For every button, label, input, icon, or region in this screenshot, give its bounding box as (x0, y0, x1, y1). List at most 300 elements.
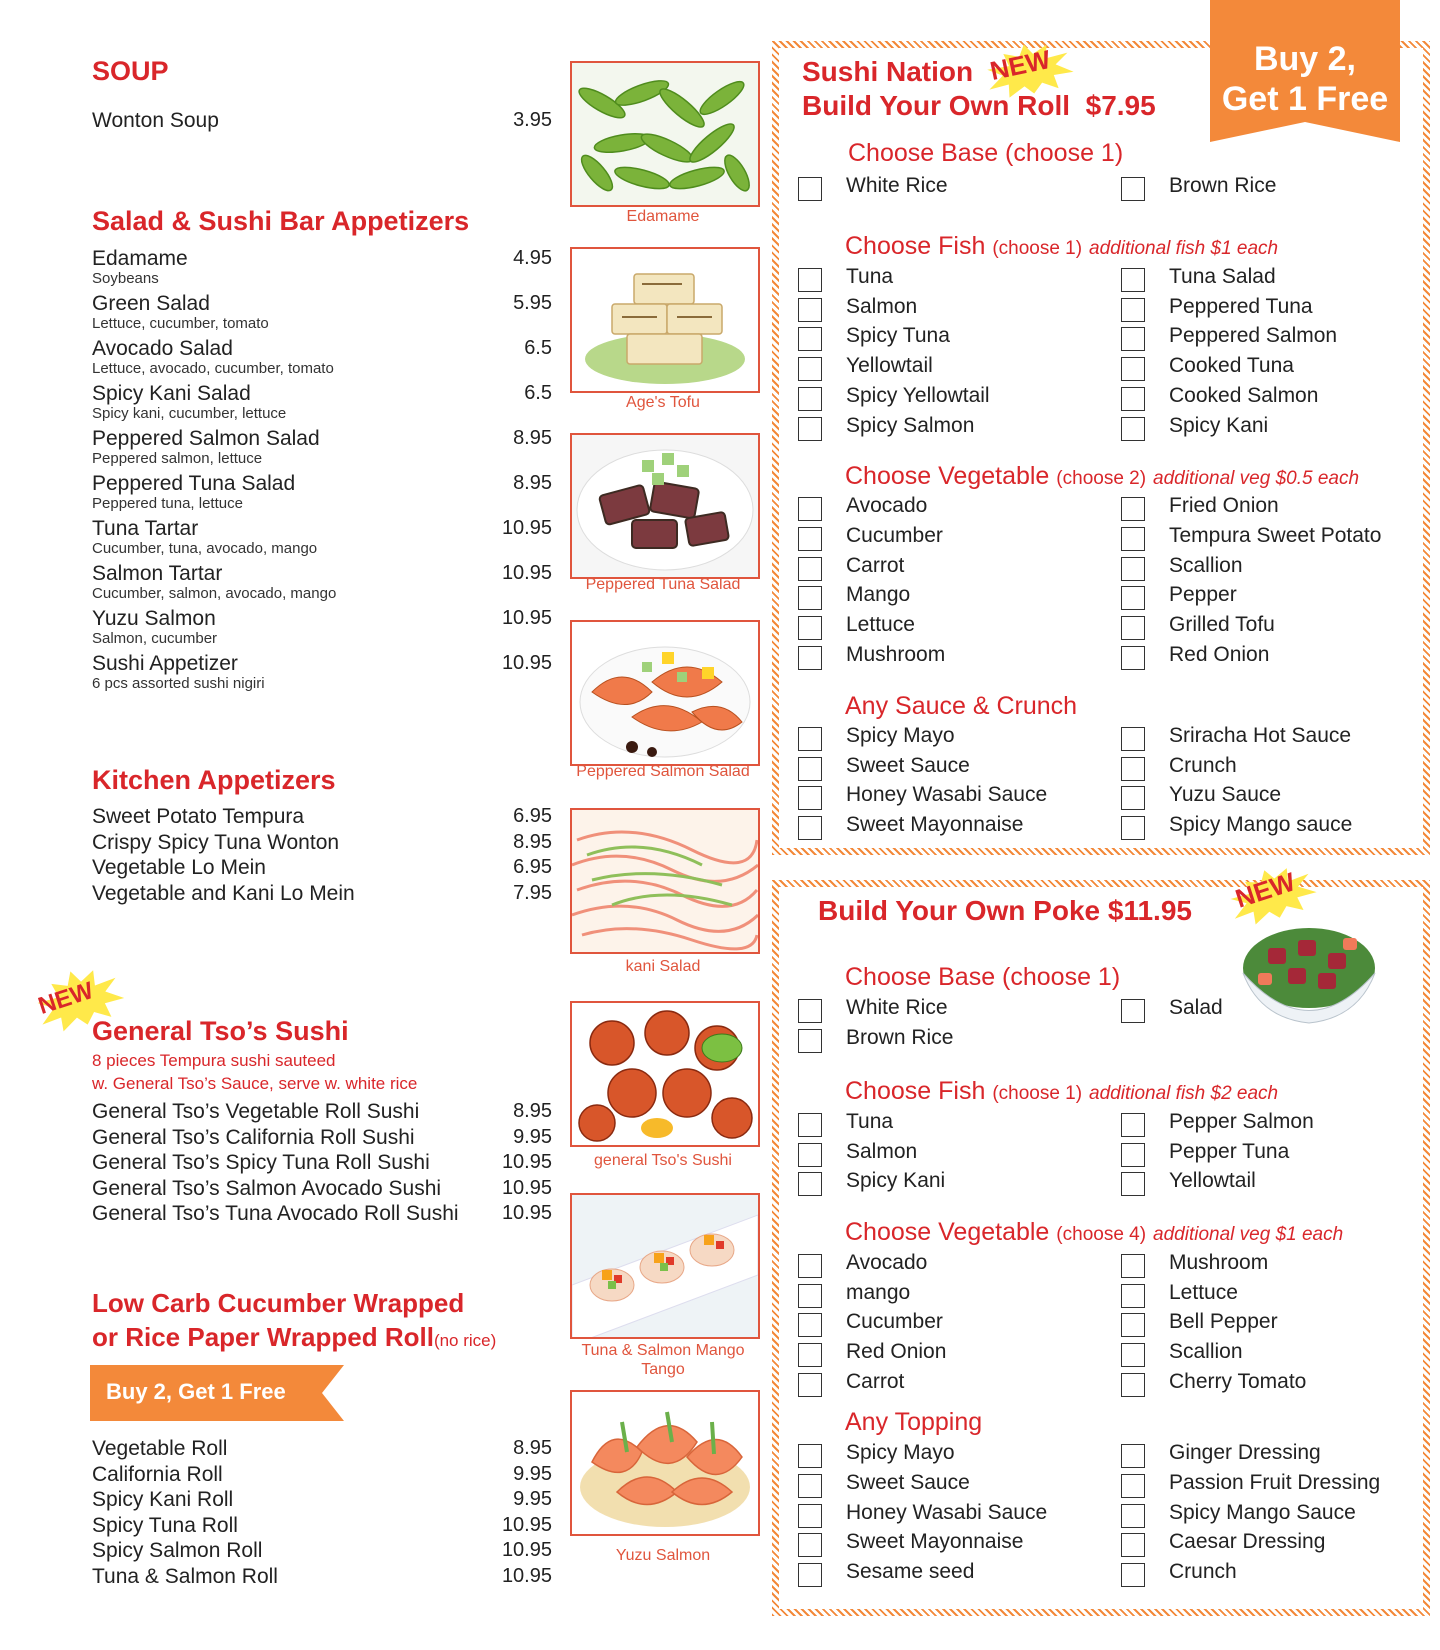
checkbox[interactable] (1121, 816, 1145, 840)
yuzu-salmon-image (572, 1392, 758, 1534)
option-checkbox-row[interactable] (1121, 524, 1421, 552)
option-label: Sweet Sauce (846, 753, 970, 777)
item-name: Salmon Tartar (92, 562, 223, 585)
checkbox[interactable] (798, 1143, 822, 1167)
item-description: Lettuce, avocado, cucumber, tomato (92, 360, 334, 377)
option-label: Spicy Salmon (846, 413, 975, 437)
menu-item: Wonton Soup 3.95 (92, 109, 552, 132)
heading-label: Choose Base (choose 1) (845, 963, 1121, 991)
checkbox[interactable] (1121, 1474, 1145, 1498)
option-label: Crunch (1169, 1560, 1237, 1584)
item-name: Vegetable and Kani Lo Mein (92, 881, 355, 905)
option-checkbox-row[interactable] (1121, 295, 1421, 323)
checkbox[interactable] (798, 1533, 822, 1557)
item-name: General Tso’s Tuna Avocado Roll Sushi (92, 1202, 459, 1225)
item-name: Sushi Appetizer (92, 652, 238, 675)
option-checkbox-row[interactable] (1121, 1251, 1421, 1279)
option-checkbox-row[interactable] (798, 813, 1098, 841)
checkbox[interactable] (1121, 616, 1145, 640)
option-checkbox-row[interactable] (798, 1560, 1098, 1588)
option-label: Salmon (846, 1139, 918, 1163)
option-checkbox-row[interactable] (1121, 583, 1421, 611)
heading-choose: (choose 4) (1056, 1224, 1147, 1245)
option-label: Tuna (846, 265, 894, 288)
menu-item (92, 427, 552, 472)
item-price: 10.95 (501, 1539, 552, 1561)
option-checkbox-row[interactable] (798, 1026, 1098, 1054)
item-price: 6.95 (513, 856, 552, 878)
option-checkbox-row[interactable] (1121, 996, 1421, 1024)
option-checkbox-row[interactable] (1121, 1310, 1421, 1338)
option-label: Caesar Dressing (1169, 1530, 1326, 1554)
checkbox[interactable] (1121, 646, 1145, 670)
option-label: Passion Fruit Dressing (1169, 1470, 1381, 1494)
photo-caption: Age's Tofu (626, 394, 700, 411)
option-checkbox-row[interactable] (798, 174, 1098, 202)
option-label: Spicy Mayo (846, 724, 955, 747)
peppered-salmon-image (572, 622, 758, 764)
menu-item (92, 1488, 552, 1514)
general-tso-image (572, 1003, 758, 1145)
item-name: General Tso’s Vegetable Roll Sushi (92, 1100, 420, 1123)
checkbox[interactable] (1121, 1172, 1145, 1196)
poke-base-heading (845, 963, 1120, 992)
checkbox[interactable] (798, 527, 822, 551)
option-checkbox-row[interactable] (1121, 414, 1421, 442)
option-checkbox-row[interactable] (798, 324, 1098, 352)
checkbox[interactable] (1121, 497, 1145, 521)
salad-title: Salad & Sushi Bar Appetizers (92, 206, 470, 236)
checkbox[interactable] (798, 999, 822, 1023)
checkbox[interactable] (1121, 1504, 1145, 1528)
item-price: 8.95 (513, 1437, 552, 1459)
checkbox[interactable] (798, 1474, 822, 1498)
option-label: Spicy Tuna (846, 324, 950, 348)
checkbox[interactable] (1121, 1563, 1145, 1587)
mango-tango-image (572, 1195, 758, 1337)
soup-list (92, 109, 552, 133)
new-badge: NEW (990, 50, 1051, 81)
checkbox[interactable] (798, 1254, 822, 1278)
option-label: Crunch (1169, 753, 1237, 777)
option-checkbox-row[interactable] (798, 724, 1098, 752)
option-label: Tuna (846, 1110, 894, 1133)
checkbox[interactable] (1121, 527, 1145, 551)
item-description: Salmon, cucumber (92, 630, 218, 647)
option-label: Cooked Salmon (1169, 383, 1319, 407)
checkbox[interactable] (798, 327, 822, 351)
checkbox[interactable] (1121, 1254, 1145, 1278)
option-checkbox-row[interactable] (1121, 354, 1421, 382)
item-price: 10.95 (501, 1151, 552, 1173)
option-checkbox-row[interactable] (798, 354, 1098, 382)
kani-salad-image (572, 810, 758, 952)
option-label: Salmon (846, 294, 918, 318)
option-checkbox-row[interactable] (798, 1370, 1098, 1398)
item-name: Peppered Tuna Salad (92, 472, 296, 495)
checkbox[interactable] (798, 1444, 822, 1468)
checkbox[interactable] (1121, 1313, 1145, 1337)
menu-item (92, 652, 552, 697)
option-checkbox-row[interactable] (1121, 494, 1421, 522)
checkbox[interactable] (798, 1373, 822, 1397)
item-name: Peppered Salmon Salad (92, 427, 320, 450)
option-label: Pepper Salmon (1169, 1110, 1314, 1133)
option-label: Tempura Sweet Potato (1169, 523, 1382, 547)
item-price: 6.5 (524, 382, 552, 404)
general-tso-list (92, 1100, 552, 1228)
photo-caption: Peppered Tuna Salad (585, 576, 741, 593)
item-description: Soybeans (92, 270, 159, 287)
checkbox[interactable] (798, 586, 822, 610)
menu-item (92, 607, 552, 652)
checkbox[interactable] (798, 1113, 822, 1137)
option-checkbox-row[interactable] (1121, 1169, 1421, 1197)
option-label: Salad (1169, 996, 1223, 1019)
checkbox[interactable] (798, 1504, 822, 1528)
option-checkbox-row[interactable] (1121, 324, 1421, 352)
checkbox[interactable] (1121, 357, 1145, 381)
checkbox[interactable] (798, 417, 822, 441)
item-price: 9.95 (513, 1488, 552, 1510)
heading-label: Choose Vegetable (845, 1218, 1050, 1246)
option-checkbox-row[interactable] (798, 1441, 1098, 1469)
checkbox[interactable] (798, 646, 822, 670)
promo-tag: Buy 2, Get 1 Free (1210, 0, 1400, 142)
checkbox[interactable] (1121, 1533, 1145, 1557)
option-label: Spicy Yellowtail (846, 383, 990, 407)
menu-item (92, 1100, 552, 1126)
item-name: Spicy Kani Roll (92, 1488, 234, 1511)
option-label: White Rice (846, 174, 948, 197)
checkbox[interactable] (798, 786, 822, 810)
checkbox[interactable] (1121, 557, 1145, 581)
option-checkbox-row[interactable] (1121, 813, 1421, 841)
option-label: Lettuce (1169, 1280, 1238, 1304)
heading-label: Any Topping (845, 1408, 983, 1436)
item-price: 5.95 (513, 292, 552, 314)
item-price: 6.5 (524, 337, 552, 359)
option-checkbox-row[interactable] (1121, 1140, 1421, 1168)
option-checkbox-row[interactable] (798, 414, 1098, 442)
roll-title-1: Sushi Nation (802, 56, 974, 87)
menu-item (92, 856, 552, 882)
item-price: 10.95 (501, 652, 552, 674)
option-label: Lettuce (846, 613, 915, 637)
item-price: 10.95 (501, 607, 552, 629)
option-checkbox-row[interactable] (798, 1110, 1098, 1138)
option-checkbox-row[interactable] (798, 265, 1098, 293)
menu-item (92, 1539, 552, 1565)
option-label: Mango (846, 583, 911, 607)
poke-veg-heading (845, 1218, 1343, 1247)
option-checkbox-row[interactable] (798, 494, 1098, 522)
poke-topping-heading (845, 1408, 982, 1437)
option-label: Fried Onion (1169, 494, 1279, 517)
option-checkbox-row[interactable] (1121, 1471, 1421, 1499)
heading-choose: (choose 1) (992, 238, 1083, 259)
lowcarb-list (92, 1437, 552, 1590)
checkbox[interactable] (798, 497, 822, 521)
option-checkbox-row[interactable] (798, 384, 1098, 412)
heading-label: Choose Fish (845, 1077, 986, 1105)
general-tso-title: General Tso’s Sushi (92, 1016, 349, 1046)
option-label: Grilled Tofu (1169, 613, 1275, 637)
roll-sauce-heading (845, 692, 1077, 721)
option-checkbox-row[interactable] (1121, 643, 1421, 671)
option-label: Brown Rice (846, 1025, 954, 1049)
option-label: Mushroom (1169, 1251, 1269, 1274)
item-price: 10.95 (501, 1513, 552, 1536)
item-price: 10.95 (501, 562, 552, 584)
option-checkbox-row[interactable] (798, 613, 1098, 641)
option-checkbox-row[interactable] (798, 754, 1098, 782)
item-name: Yuzu Salmon (92, 607, 216, 630)
option-label: White Rice (846, 996, 948, 1019)
option-checkbox-row[interactable] (798, 524, 1098, 552)
checkbox[interactable] (1121, 586, 1145, 610)
option-checkbox-row[interactable] (1121, 613, 1421, 641)
checkbox[interactable] (1121, 327, 1145, 351)
option-label: Sesame seed (846, 1560, 975, 1584)
checkbox[interactable] (1121, 999, 1145, 1023)
checkbox[interactable] (798, 177, 822, 201)
option-label: Cucumber (846, 1310, 943, 1334)
option-label: mango (846, 1280, 911, 1304)
general-tso-description: 8 pieces Tempura sushi sauteed w. General Tso’s Sauce, serve w. white rice (92, 1051, 418, 1093)
option-checkbox-row[interactable] (798, 1530, 1098, 1558)
ages-tofu-image (572, 249, 758, 391)
checkbox[interactable] (798, 1029, 822, 1053)
option-checkbox-row[interactable] (1121, 1441, 1421, 1469)
option-checkbox-row[interactable] (1121, 1370, 1421, 1398)
option-label: Tuna Salad (1169, 265, 1276, 288)
checkbox[interactable] (798, 757, 822, 781)
option-label: Spicy Mayo (846, 1441, 955, 1464)
menu-item (92, 562, 552, 607)
menu-item (92, 882, 552, 908)
item-name: Sweet Potato Tempura (92, 805, 305, 828)
item-price: 10.95 (501, 517, 552, 539)
soup-title: SOUP (92, 56, 169, 86)
checkbox[interactable] (1121, 1373, 1145, 1397)
new-badge: NEW (38, 982, 94, 1013)
menu-item (92, 517, 552, 562)
option-label: Pepper Tuna (1169, 1139, 1290, 1163)
option-label: Carrot (846, 1369, 905, 1393)
option-label: Avocado (846, 1251, 928, 1274)
heading-extra: additional veg $1 each (1153, 1224, 1344, 1245)
option-label: Sweet Mayonnaise (846, 1530, 1024, 1554)
option-checkbox-row[interactable] (798, 1340, 1098, 1368)
peppered-tuna-photo (570, 433, 760, 579)
option-label: Mushroom (846, 643, 946, 666)
option-checkbox-row[interactable] (1121, 265, 1421, 293)
checkbox[interactable] (798, 1284, 822, 1308)
heading-label: Choose Vegetable (845, 462, 1050, 490)
item-price: 7.95 (513, 881, 552, 904)
item-description: Spicy kani, cucumber, lettuce (92, 405, 287, 422)
item-price: 6.95 (513, 805, 552, 827)
option-label: Peppered Tuna (1169, 294, 1313, 318)
option-checkbox-row[interactable] (1121, 174, 1421, 202)
photo-caption: Tuna & Salmon Mango Tango (581, 1342, 745, 1378)
menu-item (92, 805, 552, 831)
option-checkbox-row[interactable] (798, 1169, 1098, 1197)
item-name: Spicy Kani Salad (92, 382, 251, 405)
option-checkbox-row[interactable] (798, 996, 1098, 1024)
checkbox[interactable] (1121, 417, 1145, 441)
checkbox[interactable] (1121, 1143, 1145, 1167)
item-price: 8.95 (513, 427, 552, 449)
option-label: Spicy Kani (1169, 413, 1269, 437)
item-description: Cucumber, tuna, avocado, mango (92, 540, 318, 557)
item-name: Avocado Salad (92, 337, 233, 360)
menu-item (92, 382, 552, 427)
item-name: General Tso’s Spicy Tuna Roll Sushi (92, 1151, 430, 1174)
option-label: Sweet Mayonnaise (846, 813, 1024, 837)
option-checkbox-row[interactable] (1121, 1281, 1421, 1309)
option-label: Yellowtail (846, 354, 933, 378)
option-label: Peppered Salmon (1169, 324, 1338, 348)
option-checkbox-row[interactable] (1121, 554, 1421, 582)
checkbox[interactable] (1121, 1113, 1145, 1137)
menu-item (92, 1565, 552, 1591)
option-label: Honey Wasabi Sauce (846, 1500, 1048, 1524)
roll-fish-heading (845, 232, 1278, 261)
edamame-photo (570, 61, 760, 207)
item-price: 8.95 (513, 830, 552, 853)
option-label: Carrot (846, 553, 905, 577)
option-checkbox-row[interactable] (1121, 1560, 1421, 1588)
heading-label: Choose Base (choose 1) (848, 139, 1124, 167)
option-checkbox-row[interactable] (1121, 754, 1421, 782)
option-checkbox-row[interactable] (798, 583, 1098, 611)
checkbox[interactable] (798, 1563, 822, 1587)
item-name: General Tso’s California Roll Sushi (92, 1125, 415, 1149)
item-name: Tuna Tartar (92, 517, 199, 540)
item-price: 8.95 (513, 472, 552, 494)
heading-choose: (choose 2) (1056, 468, 1147, 489)
option-label: Yuzu Sauce (1169, 783, 1282, 807)
menu-item (92, 1177, 552, 1203)
option-checkbox-row[interactable] (1121, 1340, 1421, 1368)
roll-veg-heading (845, 462, 1359, 491)
item-name: Tuna & Salmon Roll (92, 1564, 278, 1588)
photo-caption: Edamame (626, 208, 700, 225)
option-checkbox-row[interactable] (798, 1251, 1098, 1279)
checkbox[interactable] (798, 1172, 822, 1196)
heading-extra: additional fish $2 each (1089, 1083, 1279, 1104)
option-label: Pepper (1169, 583, 1237, 607)
promo-banner: Buy 2, Get 1 Free (90, 1365, 344, 1421)
option-checkbox-row[interactable] (798, 1501, 1098, 1529)
option-label: Honey Wasabi Sauce (846, 783, 1048, 807)
option-checkbox-row[interactable] (798, 1310, 1098, 1338)
checkbox[interactable] (798, 268, 822, 292)
checkbox[interactable] (1121, 177, 1145, 201)
checkbox[interactable] (1121, 298, 1145, 322)
item-price: 4.95 (513, 247, 552, 269)
menu-item (92, 1514, 552, 1540)
heading-extra: additional veg $0.5 each (1153, 468, 1360, 489)
option-checkbox-row[interactable] (1121, 783, 1421, 811)
item-price: 8.95 (513, 1100, 552, 1122)
option-checkbox-row[interactable] (798, 1140, 1098, 1168)
mango-tango-photo (570, 1193, 760, 1339)
item-name: Crispy Spicy Tuna Wonton (92, 830, 340, 854)
option-label: Spicy Mango sauce (1169, 813, 1353, 837)
edamame-image (572, 63, 758, 205)
menu-item (92, 337, 552, 382)
checkbox[interactable] (798, 1313, 822, 1337)
roll-title-2: Build Your Own Roll $7.95 (802, 90, 1156, 121)
item-name: General Tso’s Salmon Avocado Sushi (92, 1176, 442, 1200)
option-checkbox-row[interactable] (1121, 1530, 1421, 1558)
checkbox[interactable] (798, 1343, 822, 1367)
checkbox[interactable] (798, 816, 822, 840)
option-checkbox-row[interactable] (1121, 1110, 1421, 1138)
item-name: Edamame (92, 247, 188, 270)
checkbox[interactable] (798, 727, 822, 751)
menu-item (92, 1463, 552, 1489)
checkbox[interactable] (1121, 757, 1145, 781)
menu-item (92, 831, 552, 857)
option-checkbox-row[interactable] (798, 554, 1098, 582)
checkbox[interactable] (798, 557, 822, 581)
option-checkbox-row[interactable] (1121, 724, 1421, 752)
option-label: Red Onion (846, 1340, 947, 1364)
checkbox[interactable] (1121, 387, 1145, 411)
checkbox[interactable] (1121, 1444, 1145, 1468)
option-label: Scallion (1169, 553, 1243, 577)
checkbox[interactable] (798, 616, 822, 640)
option-label: Spicy Mango Sauce (1169, 1500, 1356, 1524)
option-checkbox-row[interactable] (1121, 384, 1421, 412)
item-price: 10.95 (501, 1564, 552, 1587)
heading-label: Choose Fish (845, 232, 986, 260)
item-description: Cucumber, salmon, avocado, mango (92, 585, 337, 602)
checkbox[interactable] (1121, 786, 1145, 810)
heading-label: Any Sauce & Crunch (845, 692, 1078, 720)
option-checkbox-row[interactable] (798, 783, 1098, 811)
option-label: Ginger Dressing (1169, 1441, 1321, 1464)
item-description: Peppered tuna, lettuce (92, 495, 243, 512)
item-name: California Roll (92, 1462, 223, 1486)
checkbox[interactable] (1121, 1284, 1145, 1308)
option-label: Cooked Tuna (1169, 354, 1294, 378)
option-checkbox-row[interactable] (798, 1471, 1098, 1499)
menu-item (92, 292, 552, 337)
item-description: Peppered salmon, lettuce (92, 450, 263, 467)
checkbox[interactable] (798, 357, 822, 381)
item-price: 9.95 (513, 1462, 552, 1485)
checkbox[interactable] (798, 387, 822, 411)
menu-item (92, 1151, 552, 1177)
checkbox[interactable] (1121, 727, 1145, 751)
checkbox[interactable] (1121, 1343, 1145, 1367)
menu-item (92, 472, 552, 517)
option-checkbox-row[interactable] (798, 1281, 1098, 1309)
checkbox[interactable] (798, 298, 822, 322)
item-name: Spicy Tuna Roll (92, 1513, 238, 1537)
option-checkbox-row[interactable] (1121, 1501, 1421, 1529)
checkbox[interactable] (1121, 268, 1145, 292)
option-label: Cucumber (846, 523, 943, 547)
lowcarb-title-2: or Rice Paper Wrapped Roll(no rice) (92, 1322, 497, 1352)
option-checkbox-row[interactable] (798, 643, 1098, 671)
option-checkbox-row[interactable] (798, 295, 1098, 323)
